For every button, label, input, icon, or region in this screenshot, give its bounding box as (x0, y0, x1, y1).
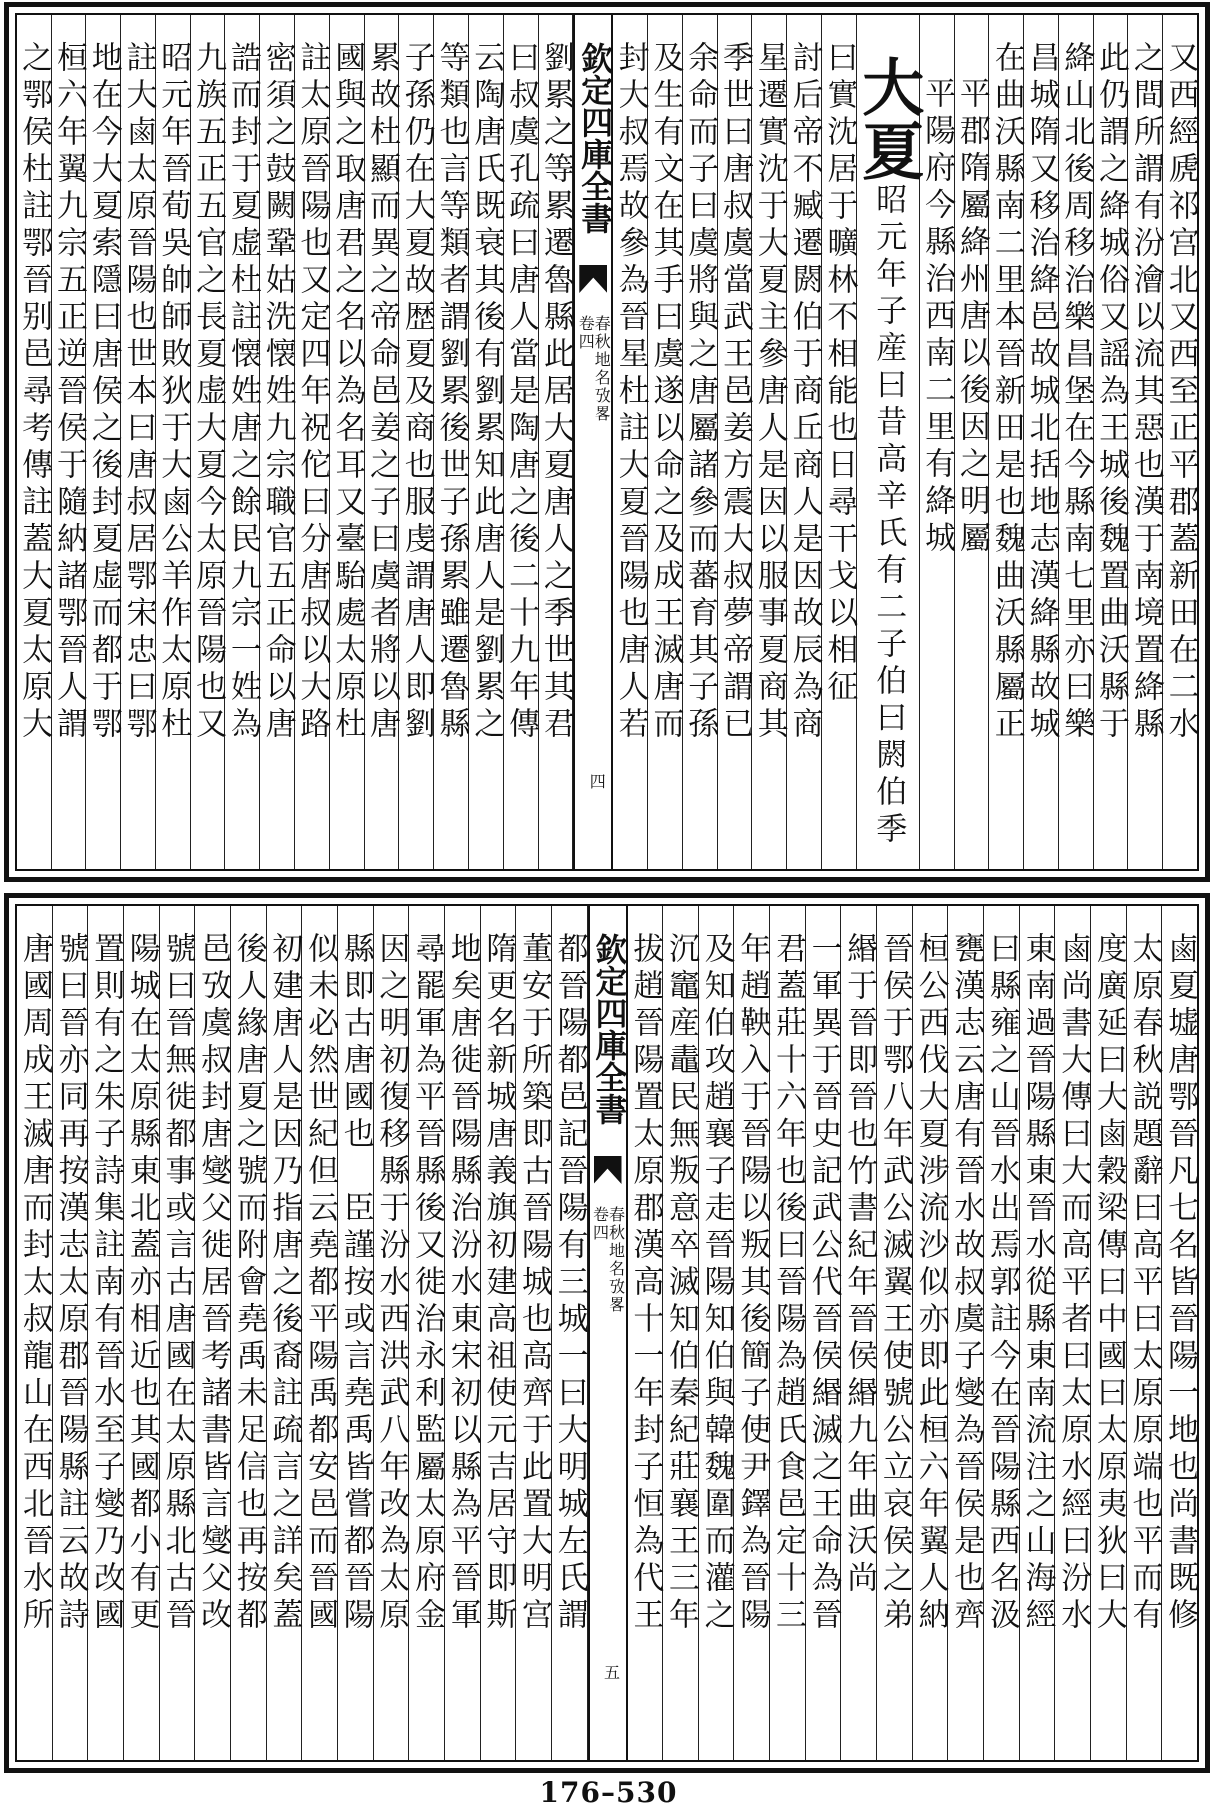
column-text: 之間所謂有汾澮以流其惡也漢于南境置絳縣 (1127, 41, 1164, 744)
column-text: 地在今大夏索隱曰唐侯之後封夏虚而都于鄂 (85, 41, 122, 744)
banxin-title: 欽定四庫全書 (590, 933, 629, 1125)
column-text: 唐國周成王滅唐而封太叔龍山在西北晉水所 (16, 932, 53, 1635)
column-text: 國與之取唐君之名以為名耳又臺駘處太原杜 (329, 41, 366, 744)
column-text: 余命而子曰虞將與之唐屬諸參而蕃育其子孫 (682, 41, 719, 744)
column-text: 平郡隋屬絳州唐以後因之明屬 (953, 77, 990, 558)
text-column (699, 906, 735, 1760)
text-column (52, 15, 87, 869)
text-column (1059, 15, 1094, 869)
column-text: 劉累之等累遷魯縣此居大夏唐人之季世其君 (537, 41, 574, 744)
text-column (17, 15, 52, 869)
text-column (295, 15, 330, 869)
text-column (516, 906, 552, 1760)
text-column (267, 906, 303, 1760)
column-text: 在曲沃縣南二里本晉新田是也魏曲沃縣屬正 (988, 41, 1025, 744)
text-column (822, 15, 857, 869)
text-column (984, 906, 1020, 1760)
column-text: 註大鹵太原晉陽也世本曰唐叔居鄂宋忠曰鄂 (120, 41, 157, 744)
book-title: 春秋地名攷畧 (606, 1206, 626, 1314)
text-column (53, 906, 89, 1760)
column-text: 隋更名新城唐義旗初建高祖使元吉居守即斯 (480, 932, 517, 1635)
text-column (1128, 15, 1163, 869)
page-frame (15, 904, 1199, 1762)
text-column (121, 15, 156, 869)
fishtail-mark (594, 1156, 622, 1184)
column-text: 年趙鞅入于晉陽以叛其後簡子使尹鐸為晉陽 (734, 932, 771, 1635)
page-lower (4, 893, 1210, 1773)
column-text: 等類也言等類者謂劉累後世子孫累雖遷魯縣 (433, 41, 470, 744)
center-fold-column (588, 906, 628, 1760)
column-text: 累故杜顯而異之帝命邑姜之子曰虞者將以唐 (363, 41, 400, 744)
text-column (948, 906, 984, 1760)
section-heading: 大夏 (851, 55, 925, 183)
column-text: 誥而封于夏虚杜註懐姓唐之餘民九宗一姓為 (224, 41, 261, 744)
text-column (445, 906, 481, 1760)
text-column (539, 15, 574, 869)
text-column (469, 15, 504, 869)
text-column (434, 15, 469, 869)
column-text: 絳山北後周移治樂昌堡在今縣南七里亦曰樂 (1058, 41, 1095, 744)
text-column (160, 906, 196, 1760)
column-text: 鹵尚書大傳曰大而高平者曰太原水經曰汾水 (1055, 932, 1092, 1635)
column-text: 星遷實沈于大夏主參唐人是因以服事夏商其 (751, 41, 788, 744)
page-frame (15, 13, 1199, 871)
column-text: 鹵夏墟唐鄂晉凡七名皆晉陽一地也尚書既修 (1162, 932, 1199, 1635)
column-text: 又西經虒祁宫北又西至正平郡蓋新田在二水 (1162, 41, 1199, 744)
text-column (752, 15, 787, 869)
column-text: 曰叔虞孔疏曰唐人當是陶唐之後二十九年傳 (503, 41, 540, 744)
column-text: 尋罷軍為平晉縣後又徙治永利監屬太原府金 (409, 932, 446, 1635)
text-column (877, 906, 913, 1760)
column-text: 季世曰唐叔虞當武王邑姜方震大叔夢帝謂已 (717, 41, 754, 744)
text-column (260, 15, 295, 869)
text-column (1162, 906, 1197, 1760)
text-column (338, 906, 374, 1760)
text-column (231, 906, 267, 1760)
column-text: 一軍異于晉史記武公代晉侯緡滅之王命為晉 (805, 932, 842, 1635)
column-text: 縣即古唐國也 臣謹按或言堯禹皆嘗都晉陽 (337, 932, 374, 1635)
column-text: 及知伯攻趙襄子走晉陽知伯與韓魏圍而灌之 (698, 932, 735, 1635)
text-column (124, 906, 160, 1760)
column-text: 昭元年子産曰昔高辛氏有二子伯曰閼伯季 (870, 183, 907, 849)
text-column (330, 15, 365, 869)
column-text: 桓六年翼九宗五正逆晉侯于隨納諸鄂晉人謂 (50, 41, 87, 744)
column-text: 平陽府今縣治西南二里有絳城 (919, 77, 956, 558)
text-column (787, 15, 822, 869)
column-text: 後人緣唐夏之號而附會堯禹未足信也再按都 (230, 932, 267, 1635)
text-column (17, 906, 53, 1760)
text-columns (17, 906, 1197, 1760)
column-text: 因之明初復移縣于汾水西洪武八年改為太原 (373, 932, 410, 1635)
fishtail-mark (579, 265, 607, 293)
text-column (86, 15, 121, 869)
column-text: 沉竈産鼃民無叛意卒滅知伯秦紀莊襄王三年 (662, 932, 699, 1635)
text-column (770, 906, 806, 1760)
column-text: 子孫仍在大夏故歴夏及商也服虔謂唐人即劉 (398, 41, 435, 744)
text-columns (17, 15, 1197, 869)
text-column (191, 15, 226, 869)
column-text: 度廣延曰大鹵穀梁傳曰中國曰太原夷狄曰大 (1090, 932, 1127, 1635)
column-text: 董安于所築即古晉陽城也高齊于此置大明宫 (516, 932, 553, 1635)
column-text: 似未必然世紀但云堯都平陽禹都安邑而晉國 (302, 932, 339, 1635)
text-column (1020, 906, 1056, 1760)
text-column (481, 906, 517, 1760)
column-text: 地矣唐徙晉陽縣治汾水東宋初以縣為平晉軍 (444, 932, 481, 1635)
column-text: 昌城隋又移治絳邑故城北括地志漢絳縣故城 (1023, 41, 1060, 744)
column-text: 號曰晉亦同再按漢志太原郡晉陽縣註云故詩 (52, 932, 89, 1635)
text-column (88, 906, 124, 1760)
text-column (195, 906, 231, 1760)
text-column (374, 906, 410, 1760)
column-text: 之鄂侯杜註鄂晉别邑尋考傳註蓋大夏太原大 (16, 41, 53, 744)
text-column (302, 906, 338, 1760)
text-column (613, 15, 648, 869)
text-column (648, 15, 683, 869)
text-column (409, 906, 445, 1760)
column-text: 邑攷虞叔封唐燮父徙居晉考諸書皆言燮父改 (195, 932, 232, 1635)
column-text: 此仍謂之絳城俗又謡為王城後魏置曲沃縣于 (1093, 41, 1130, 744)
column-text: 曰縣雍之山晉水出焉郭註今在晉陽縣西名汲 (983, 932, 1020, 1635)
column-text: 九族五正五官之長夏虚大夏今太原晉陽也又 (190, 41, 227, 744)
leaf-number: 四 (587, 773, 607, 789)
text-column (913, 906, 949, 1760)
text-column (1091, 906, 1127, 1760)
column-text: 甕漢志云唐有晉水故叔虞子燮為晉侯是也齊 (948, 932, 985, 1635)
text-column (504, 15, 539, 869)
column-text: 曰實沈居于曠林不相能也日尋干戈以相征 (821, 41, 858, 707)
column-text: 註太原晉陽也又定四年祝佗曰分唐叔以大路 (294, 41, 331, 744)
folio-number: 176–530 (539, 1776, 678, 1809)
column-text: 晉侯于鄂八年武公滅翼王使號公立哀侯之弟 (876, 932, 913, 1635)
column-text: 君蓋莊十六年也後曰晉陽為趙氏食邑定十三 (769, 932, 806, 1635)
column-text: 封大叔焉故參為晉星杜註大夏晉陽也唐人若 (612, 41, 649, 744)
text-column (1055, 906, 1091, 1760)
column-text: 昭元年晉荀吳帥師敗狄于大鹵公羊作太原杜 (155, 41, 192, 744)
text-column (1127, 906, 1163, 1760)
column-text: 置則有之朱子詩集註南有晉水至子燮乃改國 (88, 932, 125, 1635)
column-text: 桓公西伐大夏涉流沙似亦即此桓六年翼人納 (912, 932, 949, 1635)
text-column (1024, 15, 1059, 869)
page-upper (4, 2, 1210, 882)
heading-column (851, 15, 925, 869)
text-column (955, 15, 990, 869)
column-text: 及生有文在其手曰虞遂以命之及成王滅唐而 (647, 41, 684, 744)
center-fold-column (573, 15, 613, 869)
column-text: 拔趙晉陽置太原郡漢高十一年封子恒為代王 (627, 932, 664, 1635)
text-column (156, 15, 191, 869)
text-column (552, 906, 588, 1760)
text-column (683, 15, 718, 869)
text-column (663, 906, 699, 1760)
text-column (1163, 15, 1197, 869)
column-text: 密須之鼓闕鞏姑洗懐姓九宗職官五正命以唐 (259, 41, 296, 744)
text-column (841, 906, 877, 1760)
text-column (365, 15, 400, 869)
column-text: 討后帝不臧遷閼伯于商丘商人是因故辰為商 (786, 41, 823, 744)
column-text: 號曰晉無徙都事或言古唐國在太原縣北古晉 (159, 932, 196, 1635)
book-title: 春秋地名攷畧 (592, 315, 612, 423)
leaf-number: 五 (601, 1664, 621, 1680)
text-column (225, 15, 260, 869)
column-text: 都晉陽都邑記晉陽有三城一曰大明城左氏謂 (551, 932, 588, 1635)
column-text: 陽城在太原縣東北蓋亦相近也其國都小有更 (123, 932, 160, 1635)
column-text: 云陶唐氏既衰其後有劉累知此唐人是劉累之 (468, 41, 505, 744)
text-column (1094, 15, 1129, 869)
column-text: 緡于晉即晉也竹書紀年晉侯緡九年曲沃尚 (841, 932, 878, 1598)
column-text: 初建唐人是因乃指唐之後裔註疏言之詳矣蓋 (266, 932, 303, 1635)
text-column (718, 15, 753, 869)
text-column (628, 906, 664, 1760)
text-column (920, 15, 955, 869)
column-text: 東南過晉陽縣東晉水從縣東南流注之山海經 (1019, 932, 1056, 1635)
text-column (989, 15, 1024, 869)
text-column (734, 906, 770, 1760)
text-column (399, 15, 434, 869)
column-text: 太原春秋説題辭曰高平曰太原原端也平而有 (1126, 932, 1163, 1635)
text-column (806, 906, 842, 1760)
banxin-title: 欽定四庫全書 (576, 42, 615, 234)
juan-number: 卷四 (576, 315, 596, 351)
juan-number: 卷四 (590, 1206, 610, 1242)
